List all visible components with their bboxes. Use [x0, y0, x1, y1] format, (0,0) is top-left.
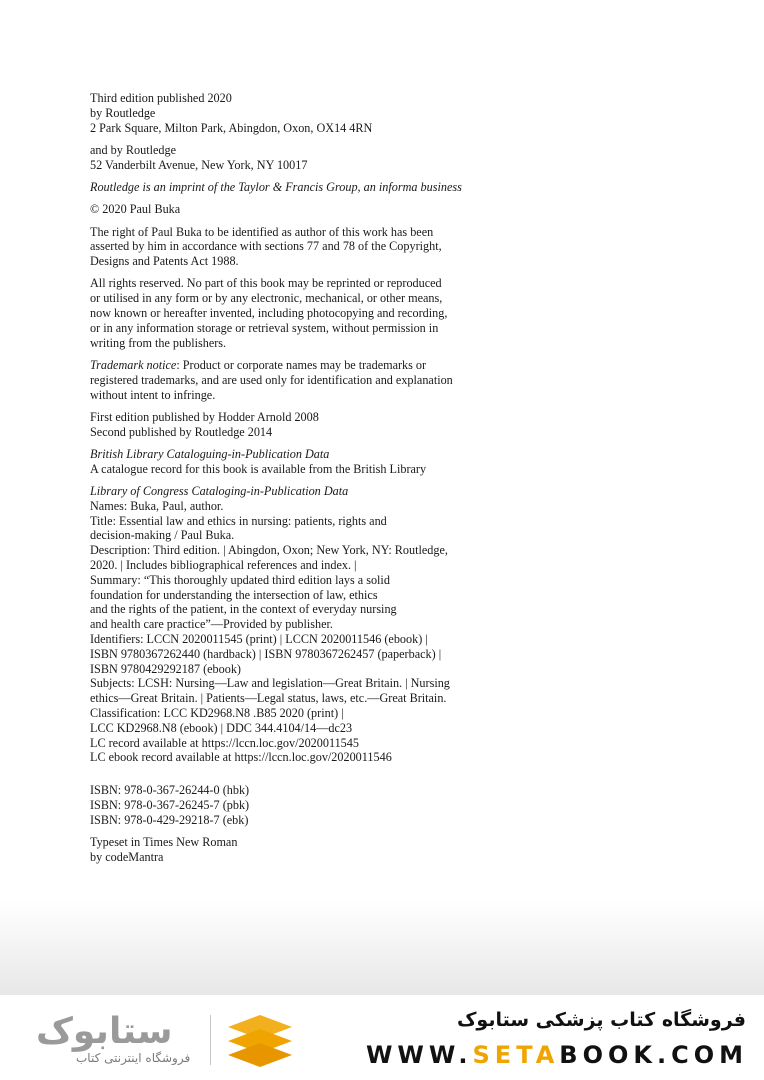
store-logo	[36, 1011, 206, 1073]
typeset-line: Typeset in Times New Roman	[90, 835, 238, 850]
isbn-line: ISBN: 978-0-367-26245-7 (pbk)	[90, 797, 250, 812]
publisher-line: by Routledge	[90, 105, 156, 120]
trademark-first-line	[90, 358, 530, 373]
loc-line: and the rights of the patient, in the context of everyday nursing	[90, 602, 397, 617]
author-rights-paragraph	[90, 225, 530, 269]
page-bottom-shadow	[0, 900, 764, 1000]
trademark-line: without intent to infringe.	[90, 387, 216, 402]
rights-reserved-line: All rights reserved. No part of this book may be reprinted or reproduced	[90, 276, 442, 291]
publisher-us-block	[90, 143, 530, 173]
trademark-line: registered trademarks, and are used only for identification and explanation	[90, 372, 453, 387]
publisher-us-line: and by Routledge	[90, 142, 176, 157]
site-suffix: BOOK.COM	[559, 1041, 748, 1069]
store-logo-subtitle: فروشگاه اینترنتی کتاب	[76, 1051, 191, 1065]
loc-line: ISBN 9780429292187 (ebook)	[90, 661, 241, 676]
logo-divider	[210, 1015, 211, 1065]
typeset-block	[90, 835, 530, 865]
british-library-block	[90, 447, 530, 477]
rights-reserved-line: or utilised in any form or by any electronic, mechanical, or other means,	[90, 291, 443, 306]
loc-line: foundation for understanding the intersection of law, ethics	[90, 587, 378, 602]
edition-history-line: Second published by Routledge 2014	[90, 424, 273, 439]
loc-line: LC record available at https://lccn.loc.gov/2020011545	[90, 735, 359, 750]
edition-line: Third edition published 2020	[90, 91, 232, 105]
loc-line: LC ebook record available at https://lccn.loc.gov/2020011546	[90, 750, 392, 765]
author-rights-line: Designs and Patents Act 1988.	[90, 254, 239, 269]
loc-line: LCC KD2968.N8 (ebook) | DDC 344.4104/14—dc23	[90, 720, 353, 735]
edition-history-line: First edition published by Hodder Arnold 2008	[90, 409, 319, 424]
library-of-congress-block	[90, 484, 530, 765]
british-library-heading: British Library Cataloguing-in-Publication Data	[90, 446, 330, 461]
loc-line: ISBN 9780367262440 (hardback) | ISBN 9780367262457 (paperback) |	[90, 646, 442, 661]
rights-reserved-line: or in any information storage or retrieval system, without permission in	[90, 320, 439, 335]
publisher-us-address: 52 Vanderbilt Avenue, New York, NY 10017	[90, 157, 308, 172]
imprint-note: Routledge is an imprint of the Taylor & Francis Group, an informa business	[90, 179, 462, 194]
book-stack-icon	[220, 1013, 300, 1073]
loc-line: and health care practice”—Provided by publisher.	[90, 617, 333, 632]
rights-reserved-line: writing from the publishers.	[90, 335, 227, 350]
loc-line: Description: Third edition. | Abingdon, Oxon; New York, NY: Routledge,	[90, 543, 448, 558]
loc-line: Title: Essential law and ethics in nursing: patients, rights and	[90, 513, 387, 528]
site-accent: SETA	[472, 1041, 560, 1069]
author-rights-line: The right of Paul Buka to be identified as author of this work has been	[90, 224, 434, 239]
site-prefix: WWW.	[365, 1041, 473, 1069]
loc-line: Identifiers: LCCN 2020011545 (print) | LCCN 2020011546 (ebook) |	[90, 632, 428, 646]
isbn-line: ISBN: 978-0-367-26244-0 (hbk)	[90, 783, 250, 798]
loc-line: Summary: “This thoroughly updated third edition lays a solid	[90, 572, 390, 587]
loc-line: Subjects: LCSH: Nursing—Law and legislation—Great Britain. | Nursing	[90, 676, 450, 691]
loc-line: decision-making / Paul Buka.	[90, 528, 235, 543]
publisher-address: 2 Park Square, Milton Park, Abingdon, Oxon, OX14 4RN	[90, 120, 373, 135]
copyright-notice: © 2020 Paul Buka	[90, 202, 181, 217]
loc-line: Names: Buka, Paul, author.	[90, 498, 224, 513]
isbn-line: ISBN: 978-0-429-29218-7 (ebk)	[90, 812, 249, 827]
store-banner	[0, 995, 764, 1080]
author-rights-line: asserted by him in accordance with sections 77 and 78 of the Copyright,	[90, 239, 442, 254]
loc-heading: Library of Congress Cataloging-in-Publication Data	[90, 484, 349, 499]
loc-line: ethics—Great Britain. | Patients—Legal status, laws, etc.—Great Britain.	[90, 691, 447, 706]
rights-reserved-line: now known or hereafter invented, including photocopying and recording,	[90, 306, 448, 321]
trademark-paragraph	[90, 358, 530, 402]
loc-line: 2020. | Includes bibliographical references and index. |	[90, 558, 357, 573]
store-title: فروشگاه کتاب پزشکی ستابوک	[456, 1009, 746, 1031]
edition-history	[90, 410, 530, 440]
loc-line: Classification: LCC KD2968.N8 .B85 2020 (print) |	[90, 705, 344, 720]
publisher-block	[90, 91, 530, 135]
typeset-line: by codeMantra	[90, 849, 164, 864]
trademark-label: Trademark notice	[90, 357, 177, 372]
british-library-text: A catalogue record for this book is available from the British Library	[90, 461, 427, 476]
copyright-text-block	[90, 91, 530, 872]
store-logo-word: ستابوک	[36, 1011, 173, 1052]
isbn-block	[90, 783, 530, 827]
rights-reserved-paragraph	[90, 276, 530, 350]
trademark-text: : Product or corporate names may be trademarks or	[176, 357, 427, 372]
store-website[interactable]	[366, 1041, 748, 1069]
